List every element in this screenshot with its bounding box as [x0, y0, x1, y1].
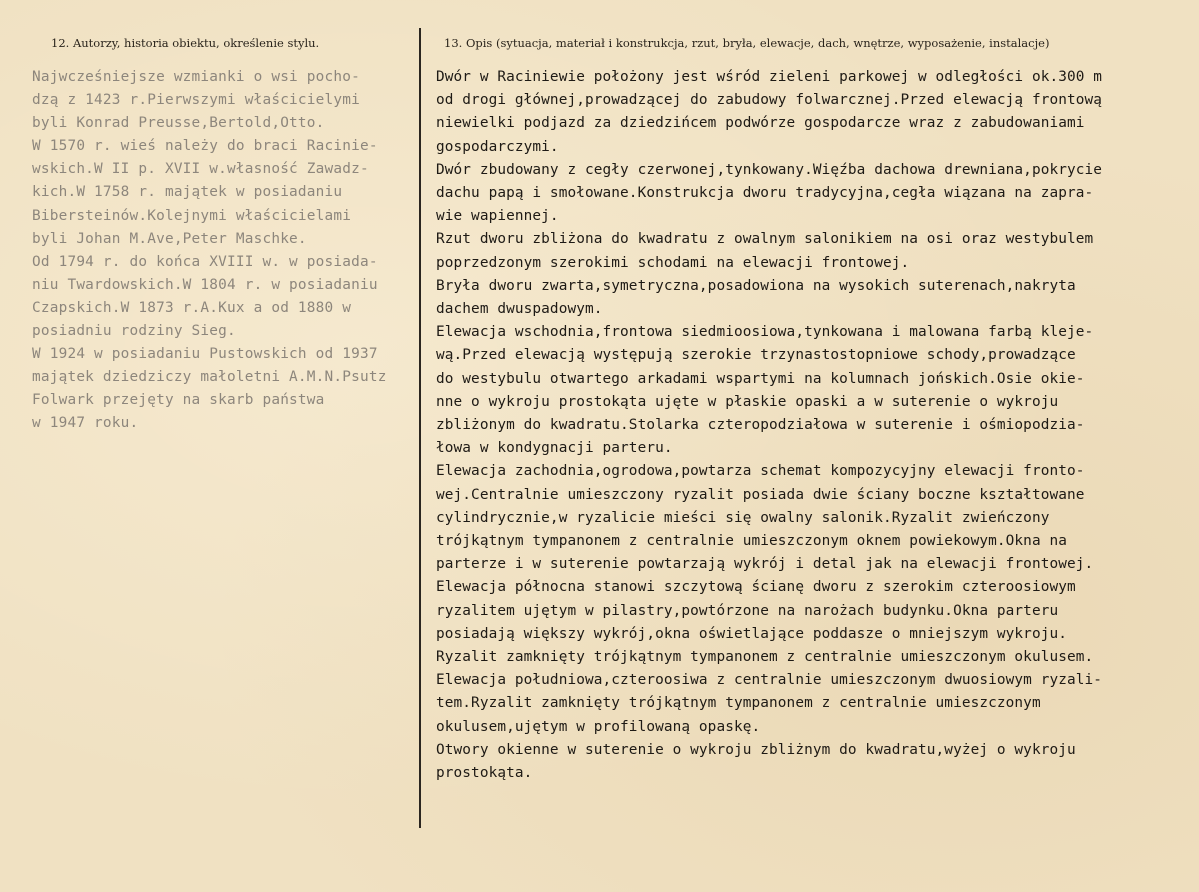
description-line: wej.Centralnie umieszczony ryzalit posiada dwie ściany boczne kształtowane — [436, 486, 1085, 503]
description-line: ryzalitem ujętym w pilastry,powtórzone na narożach budynku.Okna parteru — [436, 602, 1059, 619]
history-line: Najwcześniejsze wzmianki o wsi pocho- — [32, 69, 360, 85]
description-line: Elewacja zachodnia,ogrodowa,powtarza schemat kompozycyjny elewacji fronto- — [436, 463, 1085, 480]
description-text-block — [436, 66, 1194, 785]
history-line: w 1947 roku. — [32, 415, 139, 432]
description-line: poprzedzonym szerokimi schodami na elewacji frontowej. — [436, 254, 910, 271]
history-line: W 1924 w posiadaniu Pustowskich od 1937 — [32, 346, 378, 363]
description-line: parterze i w suterenie powtarzają wykrój i detal jak na elewacji frontowej. — [436, 556, 1094, 573]
description-line: Elewacja północna stanowi szczytową ścianę dworu z szerokim czteroosiowym — [436, 579, 1076, 596]
description-line: prostokąta. — [436, 765, 533, 782]
history-line: posiadniu rodziny Sieg. — [32, 323, 236, 340]
description-line: wie wapiennej. — [436, 208, 559, 225]
history-line: majątek dziedziczy małoletni A.M.N.Psutz — [32, 369, 387, 386]
history-line: Bibersteinów.Kolejnymi właścicielami — [32, 207, 352, 224]
history-line: byli Konrad Preusse,Bertold,Otto. — [32, 115, 325, 132]
history-line: dzą z 1423 r.Pierwszymi właścicielymi — [32, 92, 360, 109]
description-line: Dwór zbudowany z cegły czerwonej,tynkowany.Więźba dachowa drewniana,pokrycie — [436, 161, 1103, 178]
description-line: Ryzalit zamknięty trójkątnym tympanonem z centralnie umieszczonym okulusem. — [436, 649, 1094, 666]
description-line: nne o wykroju prostokąta ujęte w płaskie opaski a w suterenie o wykroju — [436, 393, 1059, 410]
description-line: wą.Przed elewacją występują szerokie trzynastostopniowe schody,prowadzące — [436, 347, 1076, 364]
description-line: niewielki podjazd za dziedzińcem podwórze gospodarcze wraz z zabudowaniami — [436, 115, 1085, 132]
description-line: trójkątnym tympanonem z centralnie umieszczonym oknem powiekowym.Okna na — [436, 533, 1067, 550]
description-line: Elewacja południowa,czteroosiwa z centralnie umieszczonym dwuosiowym ryzali- — [436, 672, 1103, 689]
description-line: posiadają większy wykrój,okna oświetlające poddasze o mniejszym wykroju. — [436, 625, 1067, 642]
description-line: dachu papą i smołowane.Konstrukcja dworu tradycyjna,cegła wiązana na zapra- — [436, 185, 1094, 202]
description-line: łowa w kondygnacji parteru. — [436, 440, 673, 457]
history-line: kich.W 1758 r. majątek w posiadaniu — [32, 184, 343, 201]
history-column-header: 12. Autorzy, historia obiektu, określenie stylu. — [51, 36, 320, 50]
history-line: wskich.W II p. XVII w.własność Zawadz- — [32, 161, 369, 178]
history-text-block — [32, 66, 416, 436]
description-column-header: 13. Opis (sytuacja, materiał i konstrukcja, rzut, bryła, elewacje, dach, wnętrze, wyposażenie, instalacje) — [444, 36, 1050, 50]
description-line: Elewacja wschodnia,frontowa siedmioosiowa,tynkowana i malowana farbą kleje- — [436, 324, 1094, 341]
description-line: Rzut dworu zbliżona do kwadratu z owalnym salonikiem na osi oraz westybulem — [436, 231, 1094, 248]
description-line: dachem dwuspadowym. — [436, 301, 603, 318]
description-line: Dwór w Raciniewie położony jest wśród zieleni parkowej w odległości ok.300 m — [436, 69, 1103, 85]
description-line: okulusem,ujętym w profilowaną opaskę. — [436, 718, 761, 735]
description-line: zbliżonym do kwadratu.Stolarka czteropodziałowa w suterenie i ośmiopodzia- — [436, 417, 1085, 434]
column-divider — [419, 28, 421, 828]
description-line: gospodarczymi. — [436, 138, 559, 155]
description-line: Otwory okienne w suterenie o wykroju zbliżnym do kwadratu,wyżej o wykroju — [436, 741, 1076, 758]
history-line: W 1570 r. wieś należy do braci Racinie- — [32, 138, 378, 155]
history-line: byli Johan M.Ave,Peter Maschke. — [32, 230, 307, 247]
description-line: od drogi głównej,prowadzącej do zabudowy folwarcznej.Przed elewacją frontową — [436, 92, 1103, 109]
history-line: niu Twardowskich.W 1804 r. w posiadaniu — [32, 276, 378, 293]
description-line: cylindrycznie,w ryzalicie mieści się owalny salonik.Ryzalit zwieńczony — [436, 509, 1050, 526]
history-line: Czapskich.W 1873 r.A.Kux a od 1880 w — [32, 299, 352, 316]
description-line: Bryła dworu zwarta,symetryczna,posadowiona na wysokich suterenach,nakryta — [436, 277, 1076, 294]
history-line: Folwark przejęty na skarb państwa — [32, 392, 325, 409]
history-line: Od 1794 r. do końca XVIII w. w posiada- — [32, 253, 378, 270]
description-line: do westybulu otwartego arkadami wspartymi na kolumnach jońskich.Osie okie- — [436, 370, 1085, 387]
description-line: tem.Ryzalit zamknięty trójkątnym tympanonem z centralnie umieszczonym — [436, 695, 1041, 712]
